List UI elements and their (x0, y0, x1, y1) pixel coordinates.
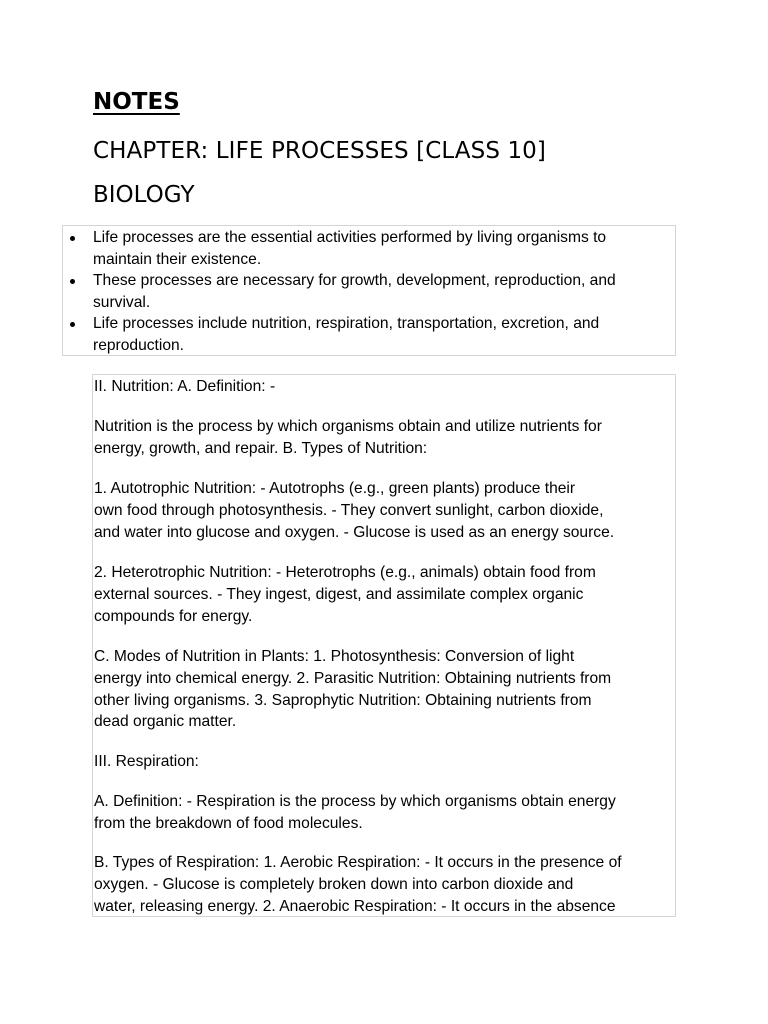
text-line: compounds for energy. (94, 607, 253, 625)
bullet-text (93, 270, 678, 313)
text-line: external sources. - They ingest, digest, and assimilate complex organic (94, 585, 584, 603)
nutrition-definition (94, 416, 676, 460)
text-line: other living organisms. 3. Saprophytic Nutrition: Obtaining nutrients from (94, 691, 592, 709)
bullet-line: Life processes are the essential activities performed by living organisms to (93, 229, 607, 246)
text-line: oxygen. - Glucose is completely broken down into carbon dioxide and (94, 875, 574, 893)
text-line: C. Modes of Nutrition in Plants: 1. Photosynthesis: Conversion of light (94, 648, 575, 665)
bullet-icon (70, 322, 75, 327)
text-line: water, releasing energy. 2. Anaerobic Respiration: - It occurs in the absence (94, 897, 616, 915)
text-line: II. Nutrition: A. Definition: - (94, 378, 276, 395)
text-line: and water into glucose and oxygen. - Glucose is used as an energy source. (94, 523, 615, 541)
text-line: dead organic matter. (94, 713, 237, 731)
text-line: own food through photosynthesis. - They convert sunlight, carbon dioxide, (94, 501, 604, 519)
bullet-icon (70, 236, 75, 241)
chapter-title: CHAPTER: LIFE PROCESSES [CLASS 10] (93, 138, 546, 164)
modes-of-nutrition (94, 646, 676, 733)
text-line: energy into chemical energy. 2. Parasitic Nutrition: Obtaining nutrients from (94, 669, 612, 687)
intro-bullet-list (62, 225, 676, 356)
bullet-line: maintain their existence. (93, 250, 262, 268)
nutrition-heading (94, 376, 676, 398)
text-line: energy, growth, and repair. B. Types of Nutrition: (94, 439, 428, 457)
types-of-respiration (94, 852, 676, 917)
respiration-definition (94, 791, 676, 835)
bullet-text (93, 313, 678, 356)
text-line: 2. Heterotrophic Nutrition: - Heterotrophs (e.g., animals) obtain food from (94, 564, 596, 581)
bullet-line: reproduction. (93, 336, 185, 354)
autotrophic-nutrition (94, 478, 676, 543)
text-line: B. Types of Respiration: 1. Aerobic Respiration: - It occurs in the presence of (94, 854, 622, 871)
bullet-line: These processes are necessary for growth, development, reproduction, and (93, 272, 616, 289)
text-line: from the breakdown of food molecules. (94, 814, 363, 832)
respiration-heading (94, 751, 676, 773)
bullet-line: survival. (93, 293, 151, 311)
text-line: III. Respiration: (94, 753, 199, 770)
heterotrophic-nutrition (94, 562, 676, 627)
bullet-line: Life processes include nutrition, respiration, transportation, excretion, and (93, 315, 600, 332)
text-line: A. Definition: - Respiration is the process by which organisms obtain energy (94, 793, 616, 810)
text-line: Nutrition is the process by which organisms obtain and utilize nutrients for (94, 418, 602, 435)
text-line: 1. Autotrophic Nutrition: - Autotrophs (e.g., green plants) produce their (94, 480, 576, 497)
bullet-text (93, 227, 678, 270)
notes-title: NOTES (93, 89, 180, 115)
subject-title: BIOLOGY (93, 182, 195, 208)
notes-content-box (92, 374, 676, 917)
bullet-icon (70, 279, 75, 284)
